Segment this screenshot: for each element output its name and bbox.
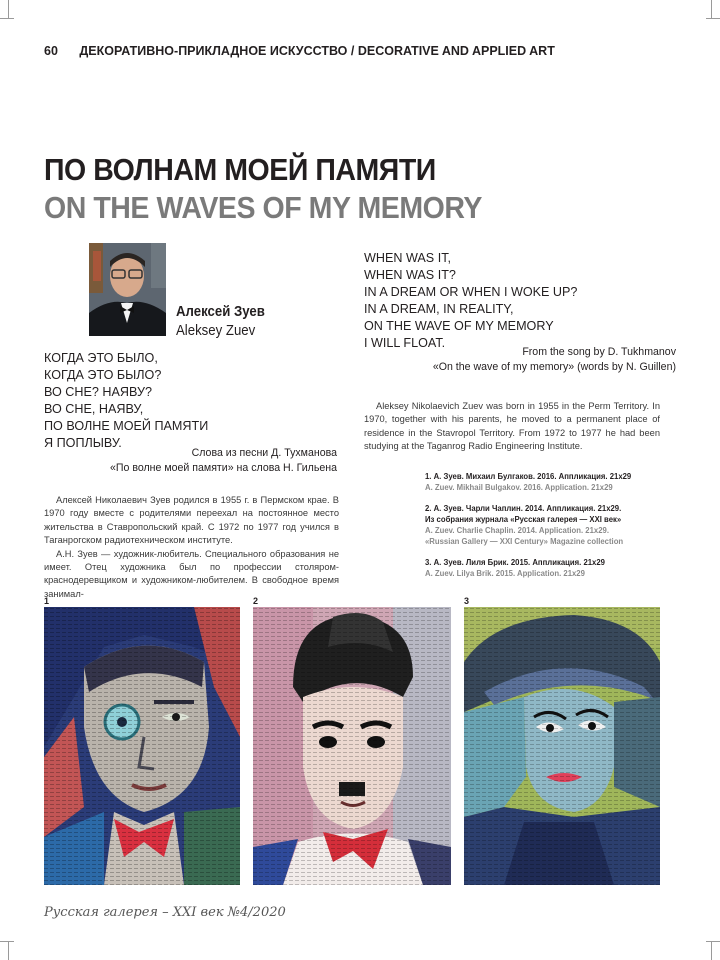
- article-title-en: ON THE WAVES OF MY MEMORY: [44, 190, 482, 225]
- poem-line: I WILL FLOAT.: [364, 336, 446, 350]
- crop-mark: [706, 941, 720, 942]
- figure-number: 3: [464, 596, 470, 606]
- caption-2: [425, 503, 641, 547]
- paragraph: Алексей Николаевич Зуев родился в 1955 г. в Пермском крае. В 1970 году вместе с родителями переехал на постоянное место жительства в Ставропольский край. С 1972 по 1977 год учился в Таганрогском радиотехническом институте.: [44, 495, 339, 546]
- author-name-en: Aleksey Zuev: [176, 322, 256, 339]
- paragraph: А.Н. Зуев — художник-любитель. Специального образования не имеет. Отец художника был по профессии столяром-краснодеревщиком и художником-любителем. В свободное время занимал-: [44, 548, 339, 599]
- poem-line: ВО СНЕ, НАЯВУ,: [44, 402, 144, 416]
- caption-en: A. Zuev. Lilya Brik. 2015. Application. 21x29: [425, 568, 585, 578]
- author-name-ru: Алексей Зуев: [176, 303, 265, 320]
- epigraph-en: [364, 250, 577, 352]
- caption-3: [425, 557, 641, 579]
- section-title-en: / DECORATIVE AND APPLIED ART: [350, 44, 555, 58]
- artwork-bulgakov: [44, 607, 240, 885]
- crop-mark: [711, 942, 712, 960]
- caption-ru: 3. А. Зуев. Лиля Брик. 2015. Аппликация. 21x29: [425, 557, 605, 567]
- artwork-chaplin: [253, 607, 451, 885]
- crop-mark: [8, 0, 9, 18]
- crop-mark: [8, 942, 9, 960]
- credit-line: From the song by D. Tukhmanov: [522, 346, 676, 358]
- poem-line: Я ПОПЛЫВУ.: [44, 436, 122, 450]
- figure-captions: [425, 471, 641, 589]
- poem-line: ПО ВОЛНЕ МОЕЙ ПАМЯТИ: [44, 419, 209, 433]
- caption-ru: 2. А. Зуев. Чарли Чаплин. 2014. Аппликация. 21x29.: [425, 503, 622, 513]
- poem-line: ВО СНЕ? НАЯВУ?: [44, 385, 152, 399]
- credit-line: «On the wave of my memory» (words by N. Guillen): [432, 361, 676, 373]
- author-photo: [89, 243, 166, 336]
- figure-number: 2: [253, 596, 259, 606]
- caption-ru: 1. А. Зуев. Михаил Булгаков. 2016. Аппликация. 21x29: [425, 471, 632, 481]
- poem-line: IN A DREAM, IN REALITY,: [364, 302, 514, 316]
- caption-en: A. Zuev. Mikhail Bulgakov. 2016. Application. 21x29: [425, 482, 613, 492]
- caption-1: [425, 471, 641, 493]
- crop-mark: [0, 18, 14, 19]
- artwork-brik: [464, 607, 660, 885]
- poem-line: ON THE WAVE OF MY MEMORY: [364, 319, 554, 333]
- journal-footer: Русская галерея – XXI век №4/2020: [44, 905, 286, 920]
- figure-number: 1: [44, 596, 50, 606]
- crop-mark: [0, 941, 14, 942]
- page-number: 60: [44, 44, 58, 58]
- caption-en: «Russian Gallery — XXI Century» Magazine collection: [425, 536, 624, 546]
- epigraph-credit-ru: [7, 446, 337, 476]
- caption-ru: Из собрания журнала «Русская галерея — XXI век»: [425, 514, 622, 524]
- article-title-ru: ПО ВОЛНАМ МОЕЙ ПАМЯТИ: [44, 152, 436, 187]
- section-title-ru: ДЕКОРАТИВНО-ПРИКЛАДНОЕ ИСКУССТВО: [79, 44, 348, 58]
- poem-line: WHEN WAS IT?: [364, 268, 456, 282]
- poem-line: КОГДА ЭТО БЫЛО?: [44, 368, 162, 382]
- credit-line: «По волне моей памяти» на слова Н. Гильена: [109, 462, 337, 474]
- poem-line: IN A DREAM OR WHEN I WOKE UP?: [364, 285, 578, 299]
- crop-mark: [706, 18, 720, 19]
- poem-line: WHEN WAS IT,: [364, 251, 451, 265]
- crop-mark: [711, 0, 712, 18]
- epigraph-credit-en: [346, 345, 676, 375]
- running-header: [44, 44, 555, 58]
- caption-en: A. Zuev. Charlie Chaplin. 2014. Application. 21x29.: [425, 525, 609, 535]
- epigraph-ru: [44, 350, 208, 452]
- paragraph: Aleksey Nikolaevich Zuev was born in 1955 in the Perm Territory. In 1970, together with his parents, he moved to a permanent place of residence in the Stavropol Territory. From 1972 to 1977 he had been studying at the Taganrog Radio Engineering Institute.: [364, 401, 660, 452]
- poem-line: КОГДА ЭТО БЫЛО,: [44, 351, 158, 365]
- body-text-ru: [44, 494, 339, 601]
- credit-line: Слова из песни Д. Тухманова: [191, 447, 337, 459]
- body-text-en: [364, 400, 660, 454]
